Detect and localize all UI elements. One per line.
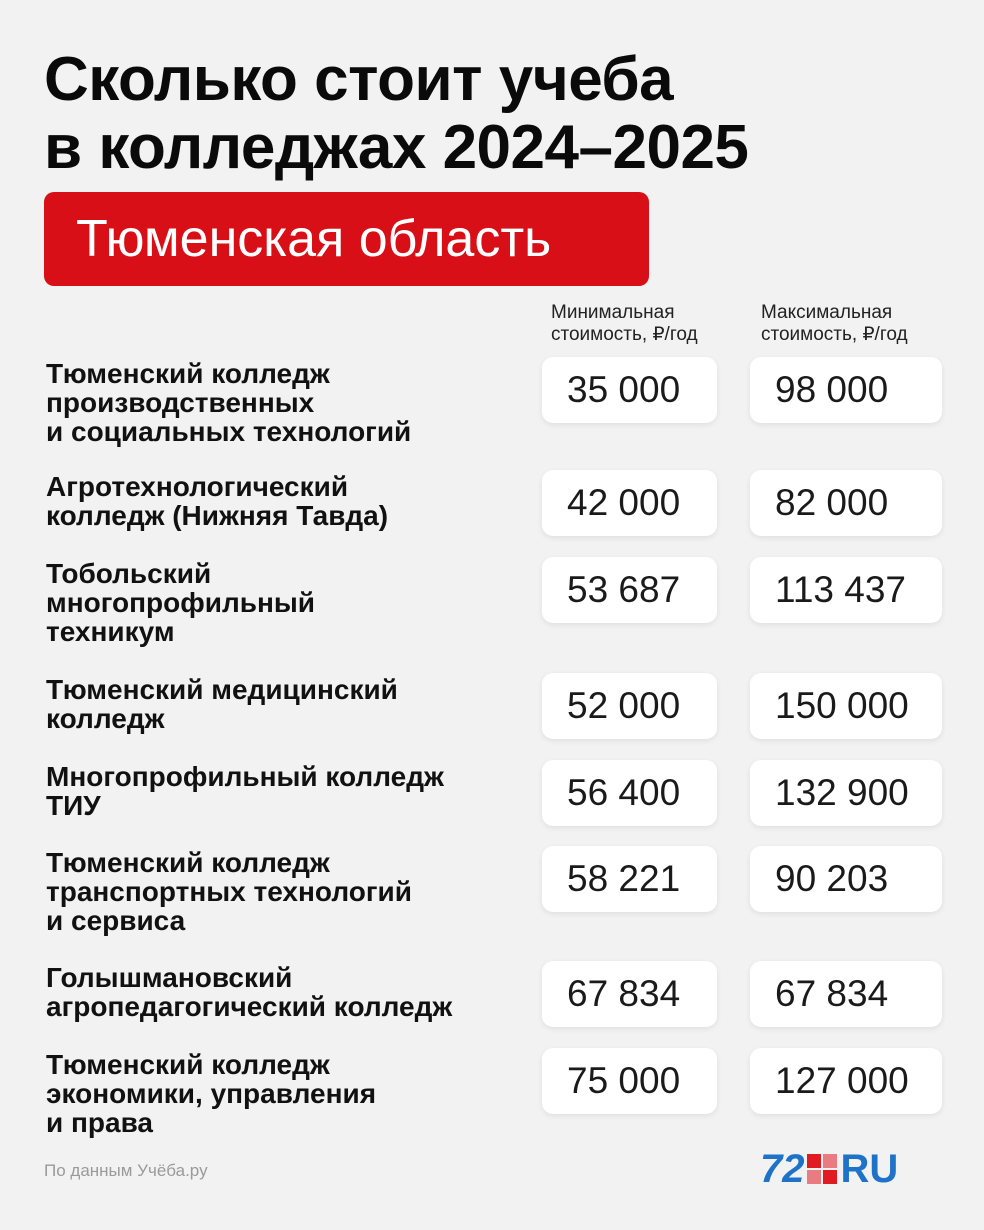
max-cost-cell: 98 000 (750, 357, 942, 423)
max-cost-cell: 132 900 (750, 760, 942, 826)
brand-logo (760, 1149, 898, 1189)
college-name: Голышмановский агропедагогический колледж (46, 962, 453, 1022)
max-cost-cell: 150 000 (750, 673, 942, 739)
min-cost-cell: 42 000 (542, 470, 717, 536)
min-cost-cell: 75 000 (542, 1048, 717, 1114)
min-cost-cell: 56 400 (542, 760, 717, 826)
source-note: По данным Учёба.ру (44, 1161, 208, 1180)
min-cost-cell: 58 221 (542, 846, 717, 912)
max-cost-cell: 67 834 (750, 961, 942, 1027)
college-name: Тюменский колледж производственных и социальных технологий (46, 358, 412, 447)
logo-square-icon (807, 1154, 837, 1184)
college-name: Тюменский колледж экономики, управления и права (46, 1049, 377, 1138)
logo-number: 72 (760, 1147, 805, 1191)
max-cost-cell: 127 000 (750, 1048, 942, 1114)
column-header-max: Максимальная стоимость, ₽/год (761, 302, 908, 345)
column-header-min: Минимальная стоимость, ₽/год (551, 302, 698, 345)
chart-title (44, 46, 748, 182)
college-name: Агротехнологический колледж (Нижняя Тавда) (46, 471, 389, 531)
college-name: Тобольский многопрофильный техникум (46, 558, 315, 647)
title-line-2: в колледжах 2024–2025 (44, 113, 749, 182)
title-line-1: Сколько стоит учеба (44, 45, 674, 114)
min-cost-cell: 67 834 (542, 961, 717, 1027)
college-name: Многопрофильный колледж ТИУ (46, 761, 444, 821)
min-cost-cell: 35 000 (542, 357, 717, 423)
max-cost-cell: 82 000 (750, 470, 942, 536)
logo-suffix: RU (840, 1147, 899, 1191)
min-cost-cell: 53 687 (542, 557, 717, 623)
min-cost-cell: 52 000 (542, 673, 717, 739)
max-cost-cell: 90 203 (750, 846, 942, 912)
region-badge: Тюменская область (44, 192, 649, 286)
college-name: Тюменский медицинский колледж (46, 674, 398, 734)
max-cost-cell: 113 437 (750, 557, 942, 623)
college-name: Тюменский колледж транспортных технологий и сервиса (46, 847, 412, 936)
